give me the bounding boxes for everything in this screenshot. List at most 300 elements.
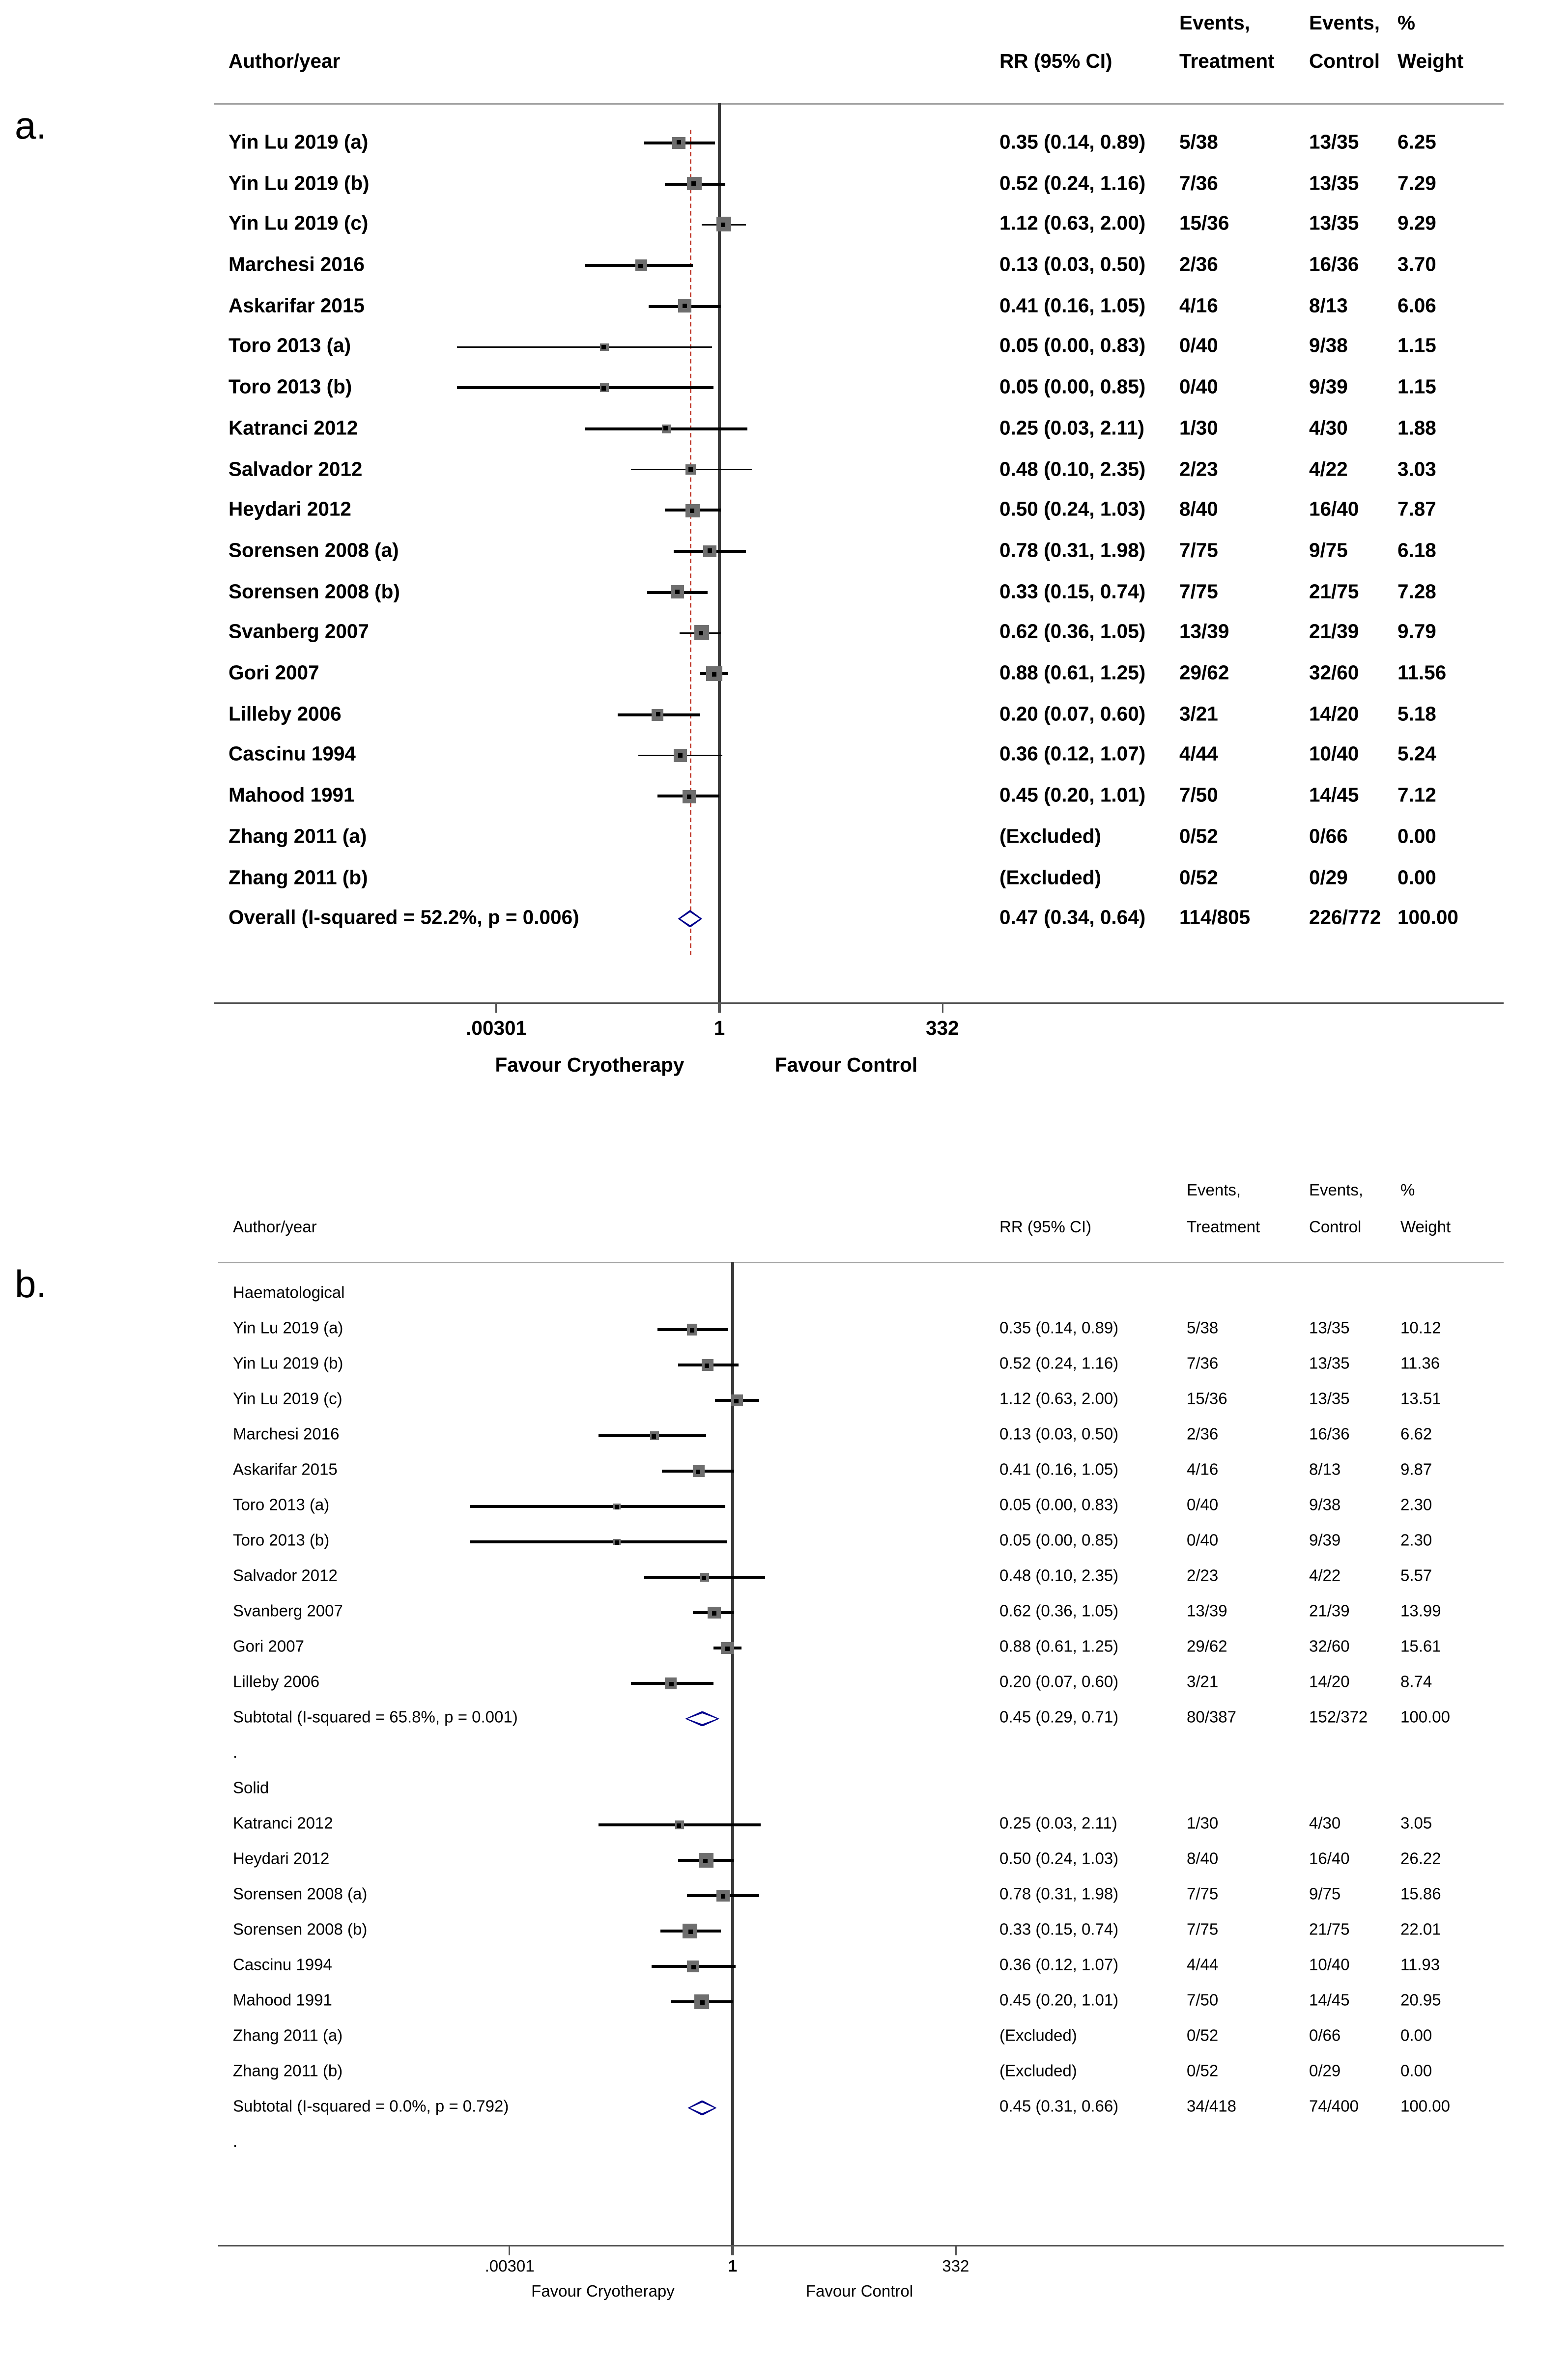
events-control-value: 226/772 [1309, 907, 1381, 929]
study-label: Zhang 2011 (b) [228, 866, 368, 888]
study-label: Svanberg 2007 [228, 621, 369, 643]
rr-ci-value: 0.41 (0.16, 1.05) [999, 1461, 1119, 1479]
x-axis-tick-label: 332 [926, 1017, 959, 1039]
column-header-percent: % [1397, 12, 1416, 34]
events-control-value: 13/35 [1309, 171, 1359, 194]
point-estimate-marker [602, 345, 606, 349]
events-treatment-value: 0/40 [1179, 335, 1218, 358]
forest-row [0, 1949, 1567, 1984]
forest-row [0, 1913, 1567, 1949]
weight-value: 2.30 [1400, 1532, 1432, 1550]
x-axis-line [214, 1002, 1504, 1004]
weight-value: 0.00 [1397, 866, 1436, 888]
events-control-value: 13/35 [1309, 212, 1359, 235]
column-header-events-treatment-line1: Events, [1179, 12, 1251, 34]
point-estimate-marker [602, 386, 606, 390]
rr-ci-value: 0.88 (0.61, 1.25) [999, 661, 1146, 684]
events-treatment-value: 34/418 [1187, 2098, 1236, 2116]
events-control-value: 74/400 [1309, 2098, 1359, 2116]
point-estimate-marker [708, 549, 712, 553]
point-estimate-marker [702, 1575, 707, 1580]
column-header-rr-ci: RR (95% CI) [999, 1219, 1092, 1237]
study-label: Gori 2007 [228, 661, 319, 684]
events-treatment-value: 5/38 [1179, 131, 1218, 153]
weight-value: 3.03 [1397, 457, 1436, 480]
forest-row [0, 1984, 1567, 2019]
study-label: Askarifar 2015 [228, 294, 365, 317]
x-axis-tick [732, 2246, 734, 2255]
weight-value: 20.95 [1400, 1992, 1441, 2010]
events-control-value: 10/40 [1309, 1957, 1350, 1975]
study-label: Marchesi 2016 [233, 1426, 340, 1444]
point-estimate-marker [699, 631, 703, 635]
rr-ci-value: 0.47 (0.34, 0.64) [999, 907, 1146, 929]
events-treatment-value: 1/30 [1187, 1815, 1219, 1833]
forest-row [0, 122, 1567, 163]
weight-value: 1.15 [1397, 376, 1436, 398]
weight-value: 3.05 [1400, 1815, 1432, 1833]
point-estimate-marker [678, 753, 683, 758]
point-estimate-marker [675, 590, 679, 595]
pooled-diamond-inner [680, 912, 700, 925]
forest-row [0, 164, 1567, 204]
events-control-value: 10/40 [1309, 743, 1359, 766]
events-treatment-value: 80/387 [1187, 1709, 1236, 1727]
weight-value: 15.61 [1400, 1638, 1441, 1656]
point-estimate-marker [677, 141, 681, 145]
ci-line [470, 1506, 725, 1507]
study-label: Zhang 2011 (a) [228, 825, 367, 848]
forest-row [0, 2019, 1567, 2055]
study-label: Marchesi 2016 [228, 253, 365, 276]
weight-value: 26.22 [1400, 1850, 1441, 1869]
study-label: Katranci 2012 [228, 417, 358, 439]
rr-ci-value: 0.88 (0.61, 1.25) [999, 1638, 1119, 1656]
rr-ci-value: 0.45 (0.20, 1.01) [999, 1992, 1119, 2010]
events-control-value: 152/372 [1309, 1709, 1368, 1727]
weight-value: 13.99 [1400, 1603, 1441, 1621]
subgroup-label: Haematological [233, 1284, 345, 1303]
weight-value: 9.79 [1397, 621, 1436, 643]
point-estimate-marker [669, 1681, 673, 1686]
study-label: Toro 2013 (a) [228, 335, 351, 358]
x-axis-tick [718, 1004, 720, 1013]
forest-row [0, 1843, 1567, 1878]
events-control-value: 9/75 [1309, 1886, 1341, 1904]
panel-letter-b: b. [15, 1262, 47, 1306]
study-label: Askarifar 2015 [233, 1461, 338, 1479]
study-label: Heydari 2012 [233, 1850, 330, 1869]
point-estimate-marker [652, 1434, 656, 1438]
x-axis-tick-label: .00301 [485, 2258, 535, 2276]
events-control-value: 4/22 [1309, 1567, 1341, 1586]
forest-row [0, 1277, 1567, 1312]
x-axis-tick-label: 1 [728, 2258, 738, 2276]
events-treatment-value: 15/36 [1187, 1391, 1227, 1409]
weight-value: 2.30 [1400, 1497, 1432, 1515]
point-estimate-marker [700, 2000, 704, 2004]
weight-value: 7.12 [1397, 784, 1436, 807]
study-label: Lilleby 2006 [228, 703, 342, 725]
study-label: Sorensen 2008 (b) [228, 580, 400, 602]
forest-row [0, 1595, 1567, 1630]
point-estimate-marker [705, 1363, 710, 1367]
rr-ci-value: 0.25 (0.03, 2.11) [999, 417, 1144, 439]
rr-ci-value: 0.05 (0.00, 0.85) [999, 376, 1146, 398]
events-control-value: 9/39 [1309, 376, 1348, 398]
rr-ci-value: 0.36 (0.12, 1.07) [999, 743, 1146, 766]
rr-ci-value: 0.25 (0.03, 2.11) [999, 1815, 1117, 1833]
forest-row [0, 1878, 1567, 1913]
rr-ci-value: (Excluded) [999, 2027, 1077, 2046]
events-treatment-value: 7/75 [1179, 539, 1218, 562]
events-control-value: 16/40 [1309, 498, 1359, 521]
events-control-value: 9/39 [1309, 1532, 1341, 1550]
study-label: Toro 2013 (b) [233, 1532, 330, 1550]
weight-value: 15.86 [1400, 1886, 1441, 1904]
x-axis-line [218, 2245, 1504, 2247]
column-header-percent: % [1400, 1182, 1415, 1200]
weight-value: 1.15 [1397, 335, 1436, 358]
events-treatment-value: 29/62 [1187, 1638, 1227, 1656]
events-control-value: 13/35 [1309, 1391, 1350, 1409]
study-label: Gori 2007 [233, 1638, 304, 1656]
forest-row [0, 1666, 1567, 1701]
rr-ci-value: 0.33 (0.15, 0.74) [999, 580, 1146, 602]
events-treatment-value: 2/23 [1179, 457, 1218, 480]
study-label: Toro 2013 (a) [233, 1497, 330, 1515]
rr-ci-value: 0.62 (0.36, 1.05) [999, 621, 1146, 643]
events-control-value: 4/22 [1309, 457, 1348, 480]
rr-ci-value: 0.13 (0.03, 0.50) [999, 253, 1146, 276]
events-treatment-value: 2/23 [1187, 1567, 1219, 1586]
events-treatment-value: 4/16 [1187, 1461, 1219, 1479]
forest-row [0, 1312, 1567, 1347]
rr-ci-value: 0.62 (0.36, 1.05) [999, 1603, 1119, 1621]
events-control-value: 16/36 [1309, 1426, 1350, 1444]
forest-row [0, 1630, 1567, 1666]
pooled-diamond [685, 1711, 719, 1727]
events-control-value: 0/29 [1309, 2063, 1341, 2081]
spacer-dot: . [233, 2133, 238, 2152]
forest-row [0, 204, 1567, 245]
events-treatment-value: 0/52 [1179, 825, 1218, 848]
point-estimate-marker [704, 1858, 708, 1863]
events-control-value: 13/35 [1309, 131, 1359, 153]
rr-ci-value: 0.52 (0.24, 1.16) [999, 1355, 1119, 1373]
weight-value: 10.12 [1400, 1320, 1441, 1338]
favour-control-label: Favour Control [805, 2283, 913, 2301]
study-label: Lilleby 2006 [233, 1674, 320, 1692]
forest-row [0, 1736, 1567, 1772]
study-label: Svanberg 2007 [233, 1603, 343, 1621]
study-label: Zhang 2011 (b) [233, 2063, 343, 2081]
forest-row [0, 735, 1567, 776]
events-control-value: 14/45 [1309, 1992, 1350, 2010]
rr-ci-value: 0.05 (0.00, 0.83) [999, 1497, 1119, 1515]
x-axis-tick [955, 2246, 957, 2255]
events-control-value: 16/40 [1309, 1850, 1350, 1869]
rr-ci-value: 0.45 (0.31, 0.66) [999, 2098, 1119, 2116]
weight-value: 7.29 [1397, 171, 1436, 194]
events-control-value: 4/30 [1309, 417, 1348, 439]
forest-row [0, 654, 1567, 694]
events-treatment-value: 3/21 [1179, 703, 1218, 725]
events-treatment-value: 0/40 [1187, 1532, 1219, 1550]
weight-value: 11.93 [1400, 1957, 1440, 1975]
forest-row [0, 1807, 1567, 1843]
events-treatment-value: 7/50 [1187, 1992, 1219, 2010]
weight-value: 100.00 [1400, 2098, 1450, 2116]
point-estimate-marker [615, 1505, 620, 1509]
forest-row [0, 1772, 1567, 1807]
study-label: Salvador 2012 [228, 457, 363, 480]
rr-ci-value: 0.33 (0.15, 0.74) [999, 1921, 1119, 1939]
column-header-treatment: Treatment [1179, 50, 1275, 72]
events-treatment-value: 114/805 [1179, 907, 1251, 929]
forest-row [0, 1560, 1567, 1595]
point-estimate-marker [712, 1611, 716, 1615]
point-estimate-marker [725, 1646, 730, 1650]
forest-panel-b [0, 1165, 1567, 2359]
forest-row [0, 368, 1567, 408]
events-control-value: 0/29 [1309, 866, 1348, 888]
events-control-value: 13/35 [1309, 1355, 1350, 1373]
point-estimate-marker [712, 672, 716, 676]
ci-line [457, 346, 712, 348]
study-label: Yin Lu 2019 (a) [233, 1320, 343, 1338]
events-treatment-value: 29/62 [1179, 661, 1229, 684]
forest-row [0, 408, 1567, 449]
study-label: Yin Lu 2019 (b) [233, 1355, 343, 1373]
events-treatment-value: 8/40 [1179, 498, 1218, 521]
events-control-value: 21/75 [1309, 580, 1359, 602]
study-label: Mahood 1991 [233, 1992, 332, 2010]
events-treatment-value: 0/52 [1187, 2027, 1219, 2046]
events-control-value: 32/60 [1309, 661, 1359, 684]
events-treatment-value: 4/44 [1179, 743, 1218, 766]
events-treatment-value: 0/52 [1179, 866, 1218, 888]
forest-row [0, 449, 1567, 490]
weight-value: 0.00 [1400, 2027, 1432, 2046]
point-estimate-marker [615, 1540, 620, 1544]
study-label: Sorensen 2008 (a) [228, 539, 399, 562]
events-treatment-value: 2/36 [1187, 1426, 1219, 1444]
subgroup-label: Solid [233, 1780, 269, 1798]
events-control-value: 4/30 [1309, 1815, 1341, 1833]
weight-value: 5.57 [1400, 1567, 1432, 1586]
rr-ci-value: 0.05 (0.00, 0.85) [999, 1532, 1119, 1550]
events-treatment-value: 5/38 [1187, 1320, 1219, 1338]
events-treatment-value: 0/40 [1179, 376, 1218, 398]
column-header-author: Author/year [233, 1219, 317, 1237]
forest-panel-a [0, 0, 1567, 1162]
forest-row [0, 490, 1567, 531]
forest-row [0, 2090, 1567, 2126]
events-treatment-value: 15/36 [1179, 212, 1229, 235]
study-label: Yin Lu 2019 (b) [228, 171, 370, 194]
events-control-value: 0/66 [1309, 2027, 1341, 2046]
weight-value: 6.25 [1397, 131, 1436, 153]
point-estimate-marker [735, 1398, 739, 1403]
rr-ci-value: 0.45 (0.20, 1.01) [999, 784, 1146, 807]
weight-value: 6.18 [1397, 539, 1436, 562]
events-treatment-value: 7/50 [1179, 784, 1218, 807]
study-label: Yin Lu 2019 (a) [228, 131, 369, 153]
study-label: Sorensen 2008 (a) [233, 1886, 368, 1904]
weight-value: 8.74 [1400, 1674, 1432, 1692]
point-estimate-marker [683, 304, 687, 309]
point-estimate-marker [639, 263, 643, 268]
weight-value: 22.01 [1400, 1921, 1441, 1939]
ci-line [457, 387, 713, 389]
weight-value: 6.62 [1400, 1426, 1432, 1444]
forest-row [0, 531, 1567, 571]
plot-rows [0, 1165, 1567, 2359]
weight-value: 9.29 [1397, 212, 1436, 235]
events-control-value: 14/45 [1309, 784, 1359, 807]
events-treatment-value: 13/39 [1179, 621, 1229, 643]
favour-cryotherapy-label: Favour Cryotherapy [531, 2283, 675, 2301]
forest-row [0, 2126, 1567, 2161]
study-label: Sorensen 2008 (b) [233, 1921, 368, 1939]
rr-ci-value: 0.78 (0.31, 1.98) [999, 1886, 1119, 1904]
study-label: Cascinu 1994 [233, 1957, 332, 1975]
events-treatment-value: 7/75 [1179, 580, 1218, 602]
weight-value: 7.28 [1397, 580, 1436, 602]
pooled-label: Subtotal (I-squared = 0.0%, p = 0.792) [233, 2098, 509, 2116]
favour-cryotherapy-label: Favour Cryotherapy [495, 1054, 684, 1076]
rr-ci-value: 0.52 (0.24, 1.16) [999, 171, 1146, 194]
rr-ci-value: 0.20 (0.07, 0.60) [999, 703, 1146, 725]
events-control-value: 8/13 [1309, 1461, 1341, 1479]
events-treatment-value: 4/16 [1179, 294, 1218, 317]
rr-ci-value: (Excluded) [999, 825, 1102, 848]
events-control-value: 14/20 [1309, 703, 1359, 725]
study-label: Salvador 2012 [233, 1567, 338, 1586]
rr-ci-value: 0.50 (0.24, 1.03) [999, 1850, 1119, 1869]
events-control-value: 21/39 [1309, 621, 1359, 643]
forest-row [0, 327, 1567, 368]
study-label: Katranci 2012 [233, 1815, 333, 1833]
weight-value: 13.51 [1400, 1391, 1441, 1409]
rr-ci-value: 0.48 (0.10, 2.35) [999, 457, 1146, 480]
column-header-weight: Weight [1400, 1219, 1451, 1237]
column-header-rr-ci: RR (95% CI) [999, 50, 1112, 72]
column-header-control: Control [1309, 1219, 1362, 1237]
x-axis-tick [495, 1004, 497, 1013]
events-control-value: 9/38 [1309, 1497, 1341, 1515]
forest-row [0, 1347, 1567, 1383]
rr-ci-value: 0.45 (0.29, 0.71) [999, 1709, 1119, 1727]
point-estimate-marker [677, 1823, 682, 1827]
x-axis-tick-label: 332 [942, 2258, 969, 2276]
plot-rows [0, 0, 1567, 1162]
forest-row [0, 1701, 1567, 1736]
rr-ci-value: 1.12 (0.63, 2.00) [999, 1391, 1119, 1409]
forest-row [0, 776, 1567, 817]
point-estimate-marker [688, 1929, 692, 1933]
weight-value: 100.00 [1397, 907, 1458, 929]
events-treatment-value: 8/40 [1187, 1850, 1219, 1869]
events-control-value: 9/38 [1309, 335, 1348, 358]
rr-ci-value: (Excluded) [999, 866, 1102, 888]
forest-row [0, 1524, 1567, 1560]
pooled-diamond-inner [687, 1713, 717, 1724]
column-header-author: Author/year [228, 50, 341, 72]
pooled-diamond [678, 910, 702, 928]
point-estimate-marker [664, 426, 668, 431]
pooled-diamond-inner [690, 2103, 714, 2113]
events-treatment-value: 7/75 [1187, 1921, 1219, 1939]
point-estimate-marker [656, 712, 660, 717]
events-control-value: 8/13 [1309, 294, 1348, 317]
events-control-value: 0/66 [1309, 825, 1348, 848]
weight-value: 1.88 [1397, 417, 1436, 439]
x-axis-tick [509, 2246, 511, 2255]
column-header-weight: Weight [1397, 50, 1464, 72]
study-label: Cascinu 1994 [228, 743, 356, 766]
point-estimate-marker [690, 1328, 694, 1332]
forest-row [0, 1418, 1567, 1453]
study-label: Toro 2013 (b) [228, 376, 352, 398]
forest-row [0, 1383, 1567, 1418]
events-treatment-value: 13/39 [1187, 1603, 1227, 1621]
study-label: Yin Lu 2019 (c) [233, 1391, 342, 1409]
events-treatment-value: 4/44 [1187, 1957, 1219, 1975]
events-treatment-value: 3/21 [1187, 1674, 1219, 1692]
forest-row [0, 857, 1567, 898]
spacer-dot: . [233, 1744, 238, 1762]
point-estimate-marker [721, 223, 726, 227]
rr-ci-value: 1.12 (0.63, 2.00) [999, 212, 1146, 235]
rr-ci-value: 0.41 (0.16, 1.05) [999, 294, 1146, 317]
weight-value: 9.87 [1400, 1461, 1432, 1479]
rr-ci-value: 0.36 (0.12, 1.07) [999, 1957, 1119, 1975]
forest-row [0, 245, 1567, 286]
pooled-label: Subtotal (I-squared = 65.8%, p = 0.001) [233, 1709, 518, 1727]
point-estimate-marker [721, 1894, 725, 1898]
column-header-events-control-line1: Events, [1309, 12, 1380, 34]
rr-ci-value: (Excluded) [999, 2063, 1077, 2081]
rr-ci-value: 0.20 (0.07, 0.60) [999, 1674, 1119, 1692]
events-treatment-value: 1/30 [1179, 417, 1218, 439]
weight-value: 6.06 [1397, 294, 1436, 317]
forest-row [0, 694, 1567, 735]
study-label: Mahood 1991 [228, 784, 355, 807]
events-control-value: 32/60 [1309, 1638, 1350, 1656]
point-estimate-marker [692, 182, 696, 186]
pooled-label: Overall (I-squared = 52.2%, p = 0.006) [228, 907, 579, 929]
point-estimate-marker [689, 467, 693, 472]
events-treatment-value: 7/36 [1179, 171, 1218, 194]
events-control-value: 13/35 [1309, 1320, 1350, 1338]
study-label: Heydari 2012 [228, 498, 351, 521]
forest-row [0, 613, 1567, 654]
events-control-value: 21/39 [1309, 1603, 1350, 1621]
weight-value: 0.00 [1397, 825, 1436, 848]
events-control-value: 14/20 [1309, 1674, 1350, 1692]
study-label: Zhang 2011 (a) [233, 2027, 343, 2046]
favour-control-label: Favour Control [774, 1054, 918, 1076]
events-control-value: 21/75 [1309, 1921, 1350, 1939]
point-estimate-marker [686, 794, 691, 798]
weight-value: 100.00 [1400, 1709, 1450, 1727]
point-estimate-marker [696, 1469, 701, 1474]
rr-ci-value: 0.78 (0.31, 1.98) [999, 539, 1146, 562]
weight-value: 3.70 [1397, 253, 1436, 276]
weight-value: 11.36 [1400, 1355, 1440, 1373]
